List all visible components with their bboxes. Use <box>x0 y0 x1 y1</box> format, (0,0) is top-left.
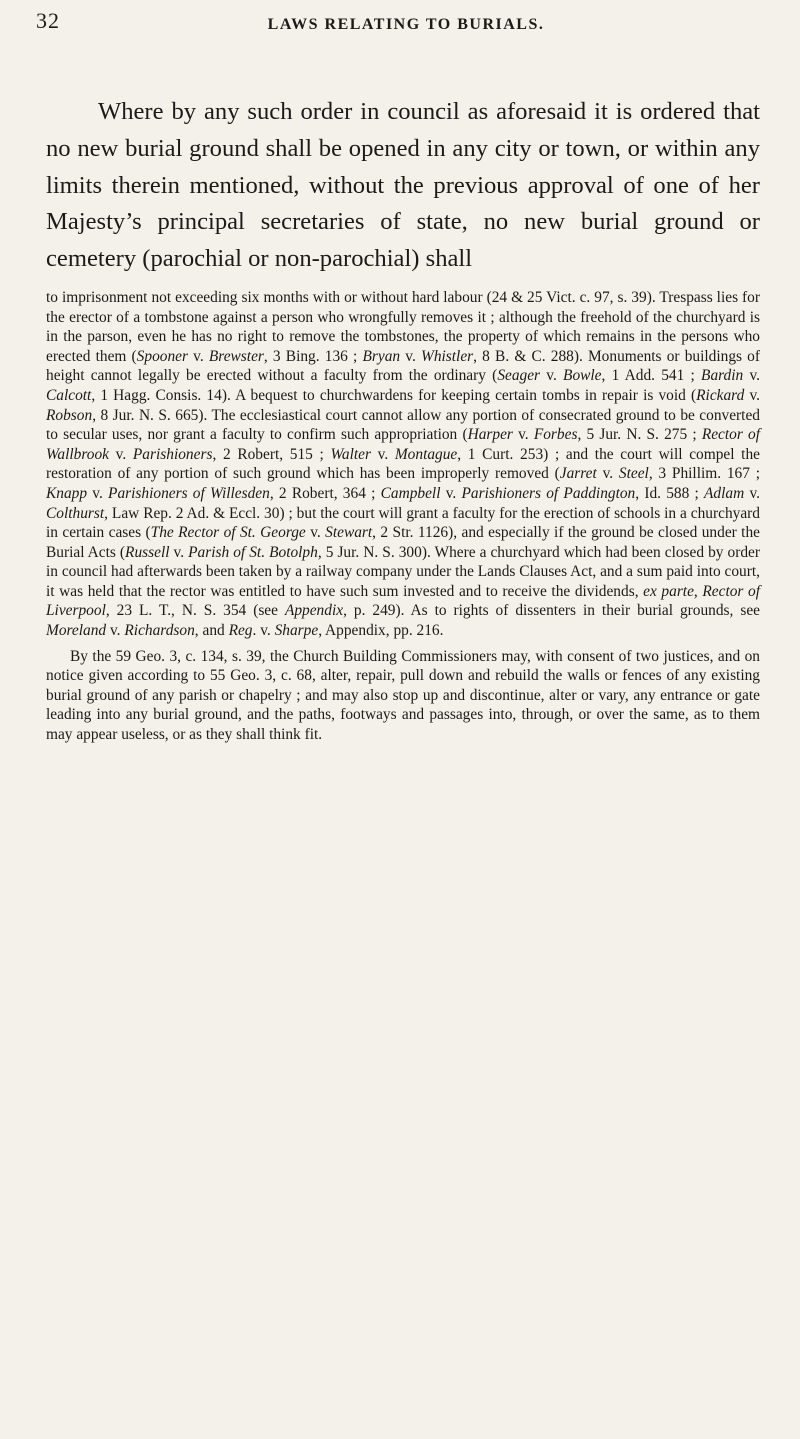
text-run: , 2 Str. 1126), and especially if the ground be closed under the Burial Acts ( <box>46 524 760 561</box>
text-run: v. <box>87 484 109 502</box>
case-name: Spooner <box>136 347 188 365</box>
text-run: , Appendix, pp. 216. <box>318 622 444 640</box>
text-run: , 2 Robert, 515 ; <box>212 445 331 463</box>
case-name: Appendix <box>284 602 344 620</box>
case-name: Rector of Wallbrook <box>46 426 760 463</box>
case-name: Whistler <box>421 347 474 365</box>
case-name: Parishioners of Paddington <box>461 484 636 502</box>
text-run: v. <box>187 347 209 365</box>
text-run: , p. 249). As to rights of dissenters in their burial grounds, see <box>343 602 760 620</box>
case-name: Forbes <box>533 426 578 444</box>
case-name: Calcott <box>46 386 92 404</box>
case-name: Adlam <box>704 484 745 502</box>
page-body <box>46 94 760 745</box>
page-number: 32 <box>36 8 60 33</box>
case-name: Rickard <box>696 386 745 404</box>
case-name: Reg <box>228 622 253 640</box>
text-run: , 23 L. T., N. S. 354 (see <box>105 602 285 620</box>
case-name: Parish of St. Botolph <box>188 543 318 561</box>
case-name: ex parte <box>643 582 694 600</box>
text-run: . v. <box>252 622 275 640</box>
text-run: to imprisonment not exceeding six months with or without hard labour (24 & 25 Vict. c. 97, s. 39). Trespass lies for the erector of a tombstone against a person who wrongfully removes it ; although the freehold of the churchyard is in the parson, even he has no right to remove the tombstones, the property of which remains in the persons who erected them ( <box>46 288 760 365</box>
text-run: , 8 Jur. N. S. 665). The ecclesiastical court cannot allow any portion of consecrated ground to be converted to secular uses, nor grant a faculty to confirm such appropriation ( <box>46 406 760 444</box>
text-run: v. <box>596 465 619 483</box>
case-name: Campbell <box>380 484 441 502</box>
text-run: , 1 Hagg. Consis. 14). A bequest to churchwardens for keeping certain tombs in repair is void ( <box>91 386 697 404</box>
case-name: Montague <box>394 445 458 463</box>
case-name: Steel <box>618 465 649 483</box>
text-run: v. <box>305 524 326 542</box>
case-name: Rector of Liverpool <box>46 582 760 620</box>
text-run: , 3 Bing. 136 ; <box>263 347 363 365</box>
text-run: , 8 B. & C. 288). Monuments or buildings of height cannot legally be erected without a faculty from the ordinary ( <box>46 347 760 385</box>
text-run: v. <box>512 426 534 444</box>
text-run: , and <box>194 622 229 640</box>
text-run: , Id. 588 ; <box>635 484 705 502</box>
running-title: LAWS RELATING TO BURIALS. <box>267 16 545 33</box>
footnote-paragraph-1 <box>46 288 760 641</box>
text-run: , 1 Add. 541 ; <box>601 367 702 385</box>
text-run: v. <box>744 386 760 404</box>
running-header <box>36 8 776 40</box>
case-name: Bowle <box>563 367 602 385</box>
case-name: Stewart <box>325 524 373 542</box>
case-name: Russell <box>125 543 170 561</box>
text-run: v. <box>370 445 395 463</box>
main-paragraph: Where by any such order in council as aforesaid it is ordered that no new burial ground shall be opened in any city or town, or within any limits therein mentioned, without the previous approval of one of her Majesty’s principal secretaries of state, no new burial ground or cemetery (parochial or non-parochial) shall <box>46 98 760 273</box>
case-name: Bardin <box>701 367 744 385</box>
text-run: v. <box>106 622 125 640</box>
case-name: Harper <box>467 426 513 444</box>
case-name: Jarret <box>559 465 597 483</box>
case-name: Colthurst <box>46 504 105 522</box>
footnote-paragraph-2: By the 59 Geo. 3, c. 134, s. 39, the Church Building Commissioners may, with consent of two justices, and on notice given according to 55 Geo. 3, c. 68, alter, repair, pull down and rebuild the walls or fences of any existing burial ground of any parish or chapelry ; and may also stop up and discontinue, alter or vary, any entrance or gate leading into any burial ground, and the paths, footways and passages into, through, or over the same, as to them may appear useless, or as they shall think fit. <box>46 647 760 744</box>
text-run: v. <box>169 543 189 561</box>
case-name: The Rector of St. George <box>150 524 306 542</box>
case-name: Brewster <box>208 347 264 365</box>
text-run: , <box>693 582 703 600</box>
case-name: Bryan <box>362 347 401 365</box>
text-run: , Law Rep. 2 Ad. & Eccl. 30) ; but the court will grant a faculty for the erection of schools in a churchyard in certain cases ( <box>46 504 760 542</box>
case-name: Parishioners of Willesden <box>108 484 270 502</box>
case-name: Seager <box>497 367 541 385</box>
text-run: , 3 Phillim. 167 ; <box>648 465 760 483</box>
text-run: v. <box>109 445 133 463</box>
text-run: , 5 Jur. N. S. 275 ; <box>577 426 702 444</box>
case-name: Walter <box>330 445 371 463</box>
text-run: , 1 Curt. 253) ; and the court will compel the restoration of any portion of such ground which has been improperly removed ( <box>46 445 760 483</box>
case-name: Parishioners <box>132 445 213 463</box>
case-name: Richardson <box>124 622 195 640</box>
case-name: Knapp <box>46 484 88 502</box>
case-name: Robson <box>46 406 93 424</box>
case-name: Moreland <box>46 622 107 640</box>
text-run: v. <box>744 484 760 502</box>
text-run: , 2 Robert, 364 ; <box>269 484 381 502</box>
text-run: v. <box>743 367 760 385</box>
text-run: v. <box>540 367 564 385</box>
case-name: Sharpe <box>274 622 319 640</box>
text-run: , 5 Jur. N. S. 300). Where a churchyard which had been closed by order in council had afterwards been taken by a railway company under the Lands Clauses Act, and a sum paid into court, it was held that the rector was entitled to have such sum invested and to receive the dividends, <box>46 543 760 600</box>
text-run: v. <box>400 347 421 365</box>
text-run: v. <box>440 484 462 502</box>
